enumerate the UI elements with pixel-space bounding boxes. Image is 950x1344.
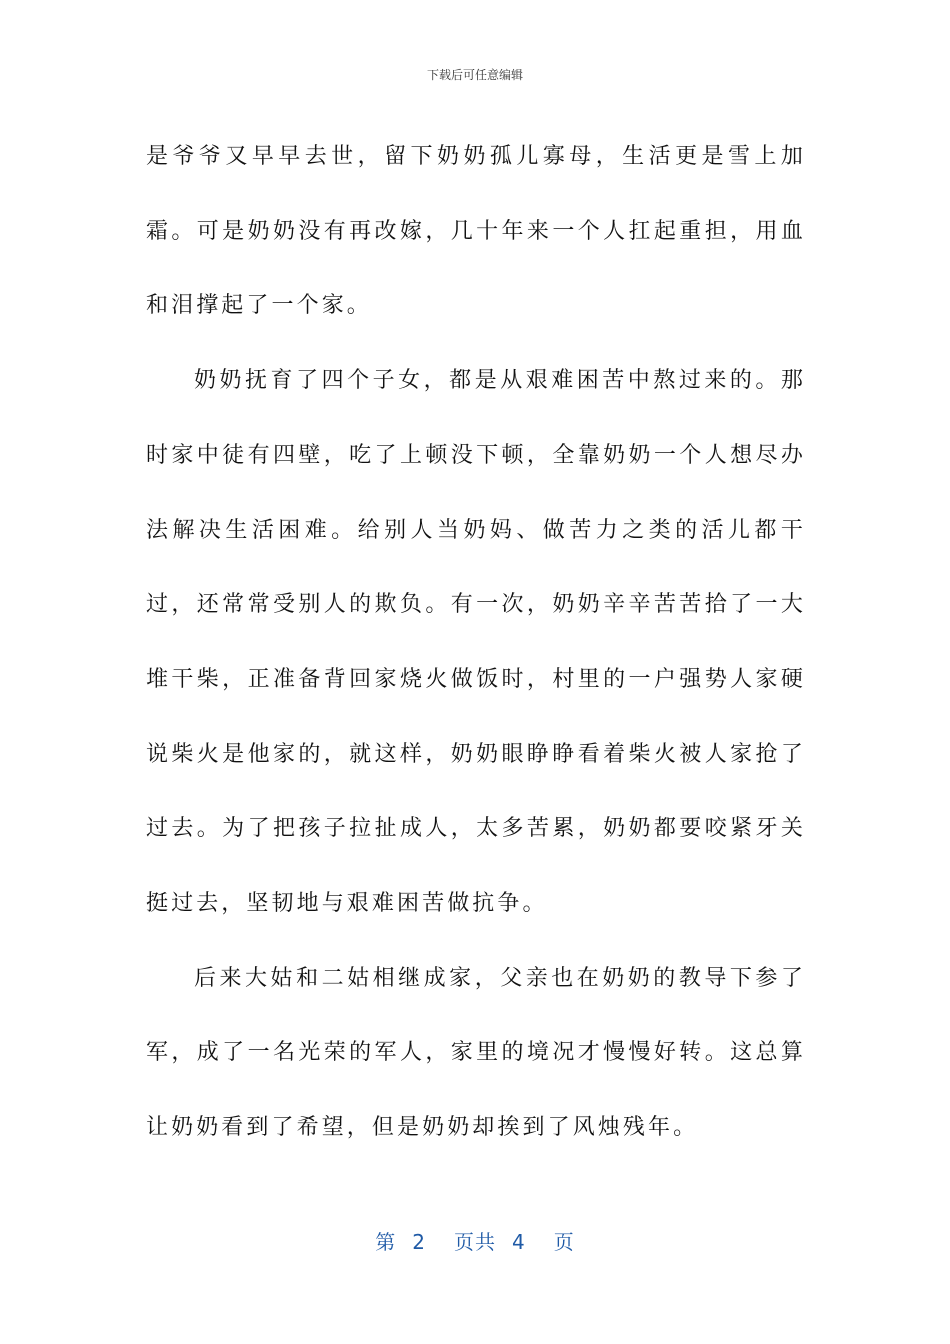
footer-total-pages: 4: [512, 1230, 526, 1254]
paragraph-2: 奶奶抚育了四个子女，都是从艰难困苦中熬过来的。那时家中徒有四壁，吃了上顿没下顿，全靠奶奶一个人想尽办法解决生活困难。给别人当奶妈、做苦力之类的活儿都干过，还常常受别人的欺负。有一次，奶奶辛辛苦苦拾了一大堆干柴，正准备背回家烧火做饭时，村里的一户强势人家硬说柴火是他家的，就这样，奶奶眼睁睁看着柴火被人家抢了过去。为了把孩子拉扯成人，太多苦累，奶奶都要咬紧牙关挺过去，坚韧地与艰难困苦做抗争。: [146, 368, 806, 917]
footer-prefix: 第: [375, 1230, 397, 1254]
page-header: 下载后可任意编辑: [426, 68, 523, 82]
footer-middle: 页共: [454, 1230, 496, 1254]
footer-suffix: 页: [553, 1230, 575, 1254]
footer-page-number: 2: [412, 1230, 426, 1254]
page-footer: [0, 1226, 950, 1255]
paragraph-3: 后来大姑和二姑相继成家，父亲也在奶奶的教导下参了军，成了一名光荣的军人，家里的境况才慢慢好转。这总算让奶奶看到了希望，但是奶奶却挨到了风烛残年。: [146, 965, 806, 1141]
paragraph-1: 是爷爷又早早去世，留下奶奶孤儿寡母，生活更是雪上加霜。可是奶奶没有再改嫁，几十年来一个人扛起重担，用血和泪撑起了一个家。: [146, 144, 806, 319]
document-body: [146, 120, 806, 1166]
